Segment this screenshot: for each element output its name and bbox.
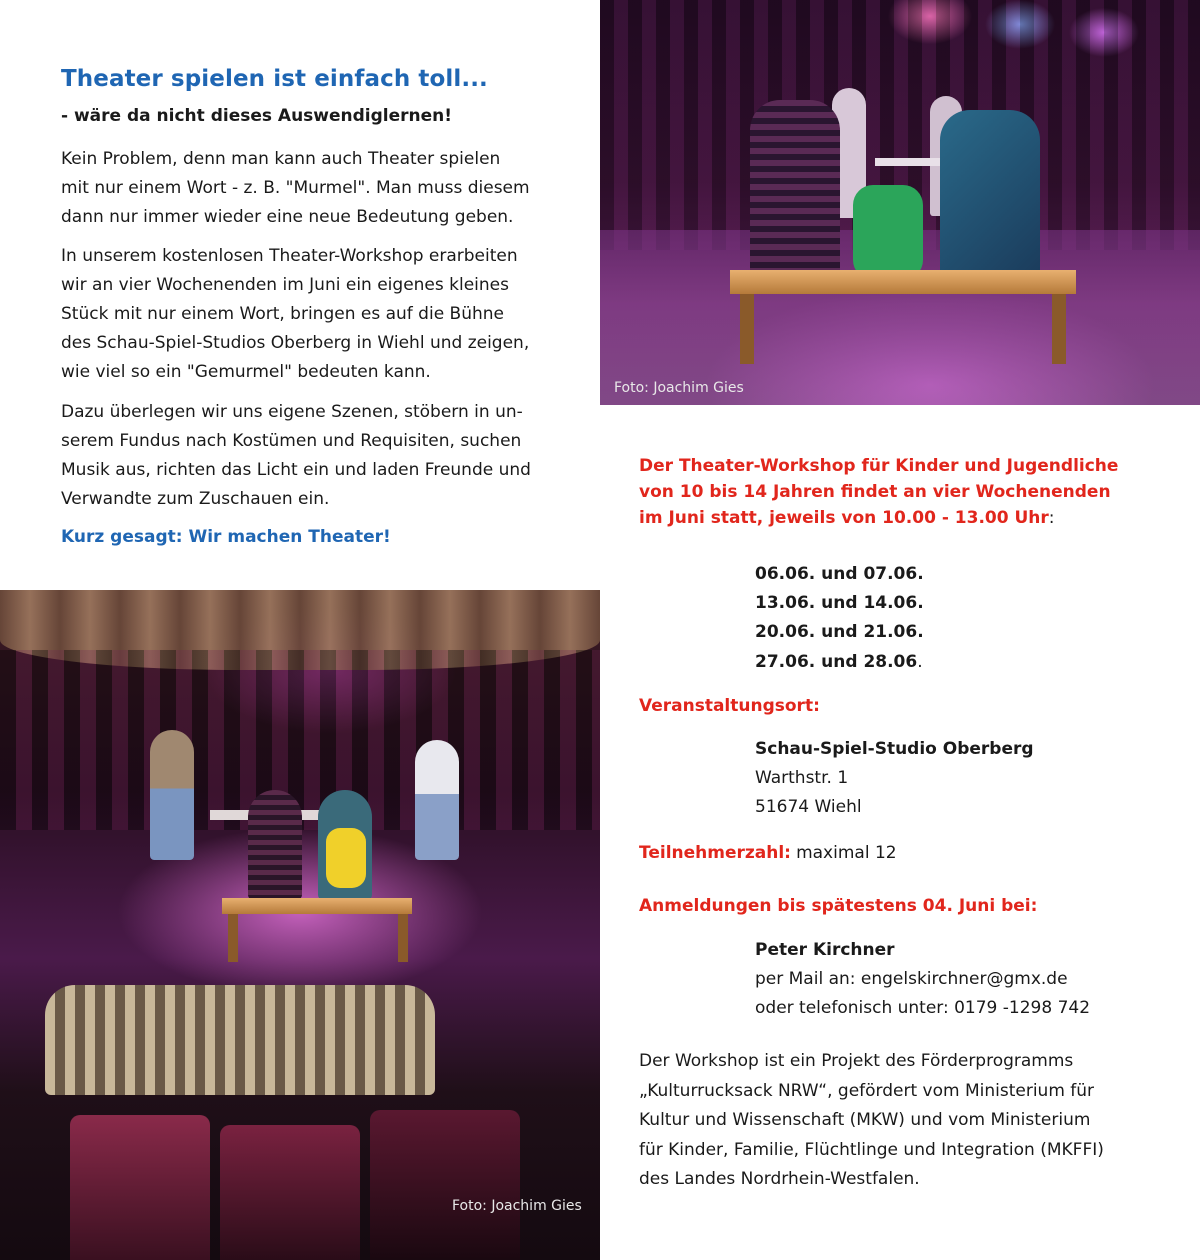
- yellow-backpack: [326, 828, 366, 888]
- table: [875, 158, 945, 166]
- text-line: Der Theater-Workshop für Kinder und Jugendliche: [639, 456, 1119, 476]
- venue-label: Veranstaltungsort:: [639, 696, 820, 716]
- green-backpack: [853, 185, 923, 280]
- text-line: wir an vier Wochenenden im Juni ein eigenes kleines: [61, 275, 509, 295]
- page-subtitle: - wäre da nicht dieses Auswendiglernen!: [61, 106, 453, 126]
- participants-label: Teilnehmerzahl:: [639, 843, 791, 863]
- contact-mail: per Mail an: engelskirchner@gmx.de: [755, 969, 1068, 989]
- text-line: „Kulturrucksack NRW“, gefördert vom Ministerium für: [639, 1080, 1095, 1101]
- contact-name: Peter Kirchner: [755, 940, 895, 960]
- actor-figure: [150, 730, 194, 860]
- colon: :: [1048, 508, 1055, 528]
- stage-photo-bottom: [0, 590, 600, 1260]
- bench-leg: [398, 914, 408, 962]
- bench-leg: [740, 294, 754, 364]
- participants-value: maximal 12: [796, 843, 897, 863]
- intro-paragraph-3: [61, 398, 581, 514]
- striped-sofa: [45, 985, 435, 1095]
- seated-figure: [248, 790, 302, 900]
- tagline: Kurz gesagt: Wir machen Theater!: [61, 527, 391, 547]
- text-line: serem Fundus nach Kostümen und Requisiten, suchen: [61, 431, 522, 451]
- photo-caption: Foto: Joachim Gies: [614, 380, 744, 396]
- text-line: Dazu überlegen wir uns eigene Szenen, stöbern in un-: [61, 402, 523, 422]
- text-line: Kein Problem, denn man kann auch Theater spielen: [61, 149, 501, 169]
- audience-seat: [370, 1110, 520, 1260]
- text-line: Musik aus, richten das Licht ein und laden Freunde und: [61, 460, 531, 480]
- date-item: 27.06. und 28.06: [755, 652, 918, 672]
- audience-seat: [220, 1125, 360, 1260]
- intro-paragraph-1: [61, 145, 581, 232]
- text-line: wie viel so ein "Gemurmel" bedeuten kann.: [61, 362, 431, 382]
- bench: [222, 898, 412, 914]
- date-item: 06.06. und 07.06.: [755, 564, 924, 584]
- venue-address: [755, 735, 1034, 822]
- registration-label: Anmeldungen bis spätestens 04. Juni bei:: [639, 896, 1038, 916]
- text-line: des Schau-Spiel-Studios Oberberg in Wiehl und zeigen,: [61, 333, 530, 353]
- workshop-headline: [639, 453, 1118, 531]
- bench-leg: [228, 914, 238, 962]
- text-line: dann nur immer wieder eine neue Bedeutung geben.: [61, 207, 514, 227]
- date-item: 20.06. und 21.06.: [755, 622, 924, 642]
- text-line: des Landes Nordrhein-Westfalen.: [639, 1169, 920, 1189]
- text-line: Stück mit nur einem Wort, bringen es auf die Bühne: [61, 304, 505, 324]
- date-dot: .: [917, 652, 923, 672]
- text-line: Der Workshop ist ein Projekt des Förderprogramms: [639, 1051, 1074, 1071]
- text-line: Kultur und Wissenschaft (MKW) und vom Ministerium: [639, 1110, 1091, 1130]
- audience-seat: [70, 1115, 210, 1260]
- actor-figure: [415, 740, 459, 860]
- participants: [639, 843, 897, 863]
- date-item: 13.06. und 14.06.: [755, 593, 924, 613]
- date-list: [755, 560, 924, 677]
- contact-block: [755, 936, 1090, 1023]
- page-title: Theater spielen ist einfach toll...: [61, 66, 488, 92]
- seated-figure: [940, 110, 1040, 285]
- photo-caption: Foto: Joachim Gies: [452, 1198, 582, 1214]
- text-line: Verwandte zum Zuschauen ein.: [61, 489, 330, 509]
- stage-photo-top: [600, 0, 1200, 405]
- bench-leg: [1052, 294, 1066, 364]
- venue-city: 51674 Wiehl: [755, 797, 862, 817]
- venue-street: Warthstr. 1: [755, 768, 849, 788]
- bench: [730, 270, 1076, 294]
- contact-phone: oder telefonisch unter: 0179 -1298 742: [755, 998, 1091, 1018]
- curtain-backdrop: [0, 650, 600, 830]
- text-line: von 10 bis 14 Jahren findet an vier Wochenenden: [639, 482, 1111, 502]
- text-line: im Juni statt, jeweils von 10.00 - 13.00 Uhr: [639, 508, 1049, 528]
- text-line: mit nur einem Wort - z. B. "Murmel". Man muss diesem: [61, 178, 530, 198]
- venue-name: Schau-Spiel-Studio Oberberg: [755, 739, 1034, 759]
- seated-figure: [750, 100, 840, 280]
- funding-note: [639, 1047, 1104, 1195]
- text-line: In unserem kostenlosen Theater-Workshop erarbeiten: [61, 246, 518, 266]
- text-line: für Kinder, Familie, Flüchtlinge und Integration (MKFFI): [639, 1139, 1104, 1160]
- intro-paragraph-2: [61, 242, 581, 387]
